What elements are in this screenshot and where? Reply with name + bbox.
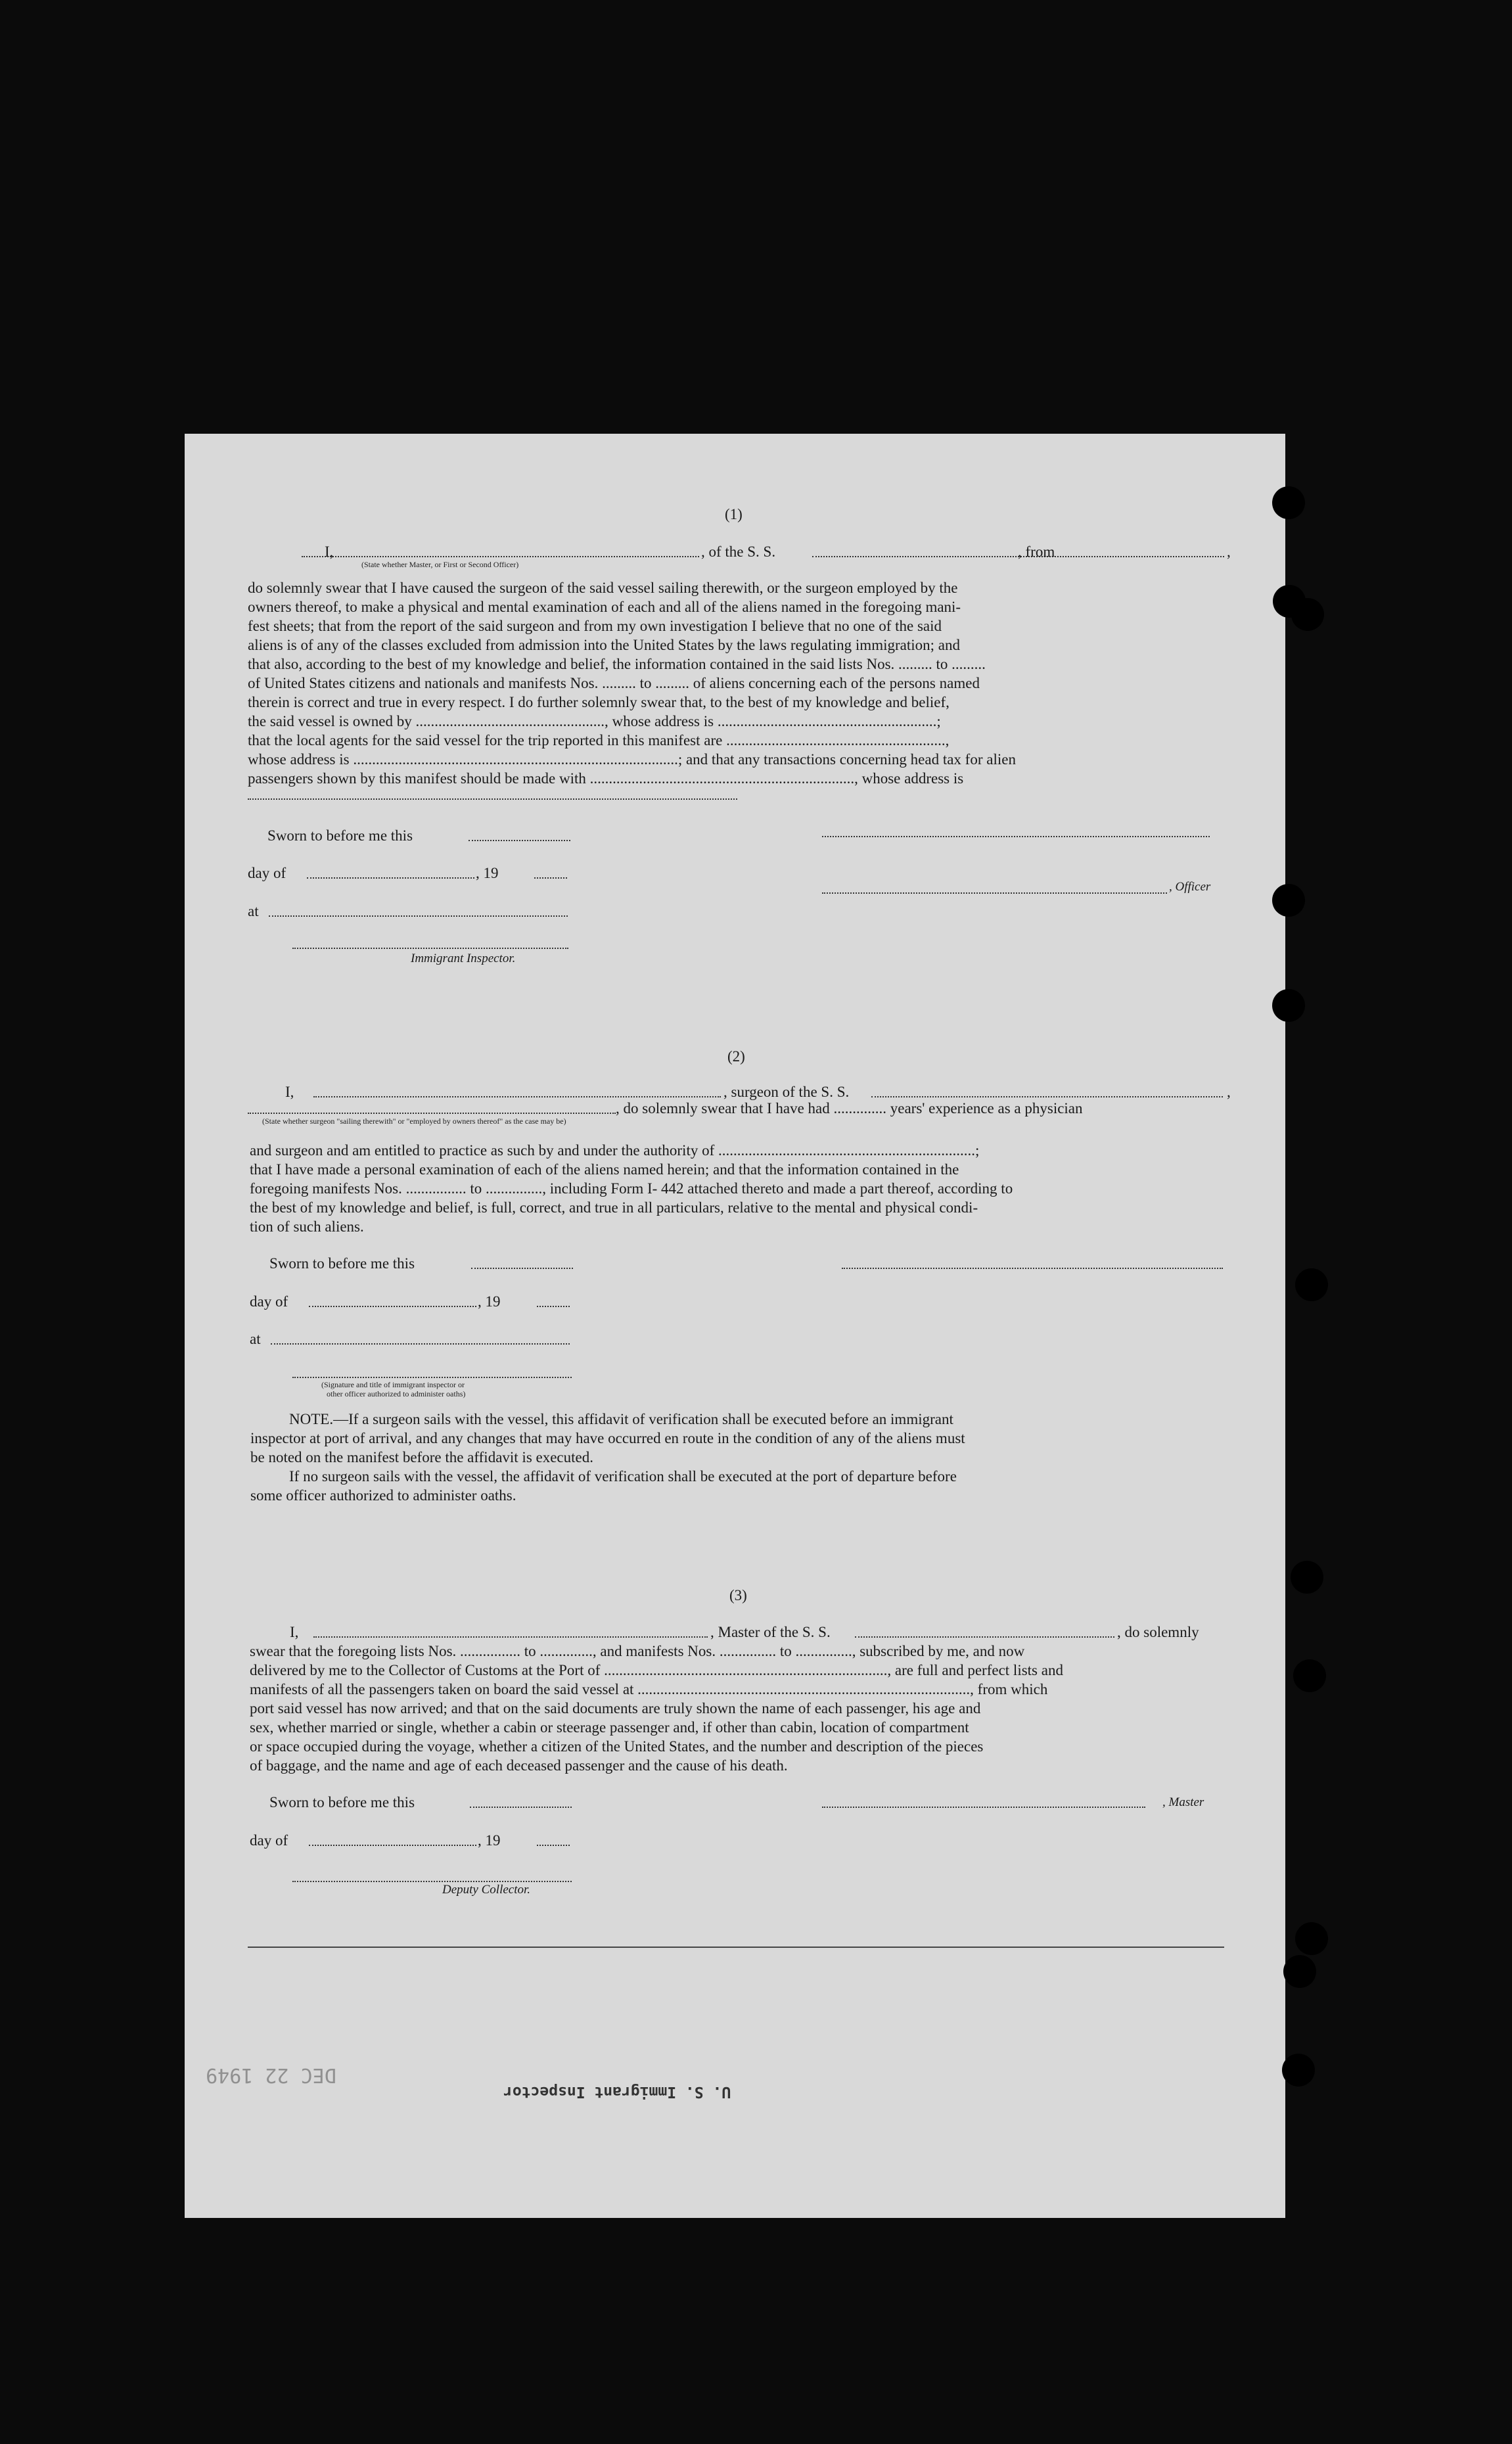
section-1-body-line: fest sheets; that from the report of the said surgeon and from my own investigation I believe that no one of the said xyxy=(248,618,942,634)
officer-signature-field-1[interactable] xyxy=(822,836,1210,837)
officer-signature-field-2[interactable] xyxy=(822,892,1167,894)
punch-hole xyxy=(1283,1955,1316,1988)
note-line: inspector at port of arrival, and any changes that may have occurred en route in the condition of any of the aliens must xyxy=(250,1430,965,1446)
note-line: some officer authorized to administer oaths. xyxy=(250,1487,516,1504)
section-1-body-line: do solemnly swear that I have caused the surgeon of the said vessel sailing therewith, or the surgeon employed by the xyxy=(248,580,958,596)
inspector-signature-field[interactable] xyxy=(292,948,568,949)
section-1-body-line: that the local agents for the said vessel for the trip reported in this manifest are .........................................................., xyxy=(248,732,950,749)
section-3-body-line: delivered by me to the Collector of Customs at the Port of ..........................................................................., are full and perfect lists and xyxy=(250,1662,1063,1678)
master-label: , Master xyxy=(1162,1795,1204,1809)
year-label: , 19 xyxy=(476,865,499,881)
place-field[interactable] xyxy=(271,1343,570,1345)
section-3-body-line: sex, whether married or single, whether a cabin or steerage passenger and, if other than cabin, location of compartment xyxy=(250,1719,969,1736)
month-field[interactable] xyxy=(307,877,474,879)
note-line: If no surgeon sails with the vessel, the affidavit of verification shall be executed at the port of departure before xyxy=(289,1468,957,1485)
section-3-number: (3) xyxy=(729,1587,747,1603)
year-field[interactable] xyxy=(537,1306,570,1307)
punch-hole xyxy=(1291,598,1324,631)
footer-rule xyxy=(248,1947,1224,1948)
punch-hole xyxy=(1293,1659,1326,1692)
master-name-field[interactable] xyxy=(313,1636,708,1638)
collector-signature-field[interactable] xyxy=(292,1881,572,1882)
sworn-date-field[interactable] xyxy=(471,1268,573,1269)
surgeon-status-field[interactable] xyxy=(248,1113,616,1114)
day-of-label: day of xyxy=(250,1293,288,1310)
head-tax-address-field[interactable] xyxy=(248,798,737,800)
sworn-label: Sworn to before me this xyxy=(269,1794,415,1810)
place-field[interactable] xyxy=(269,915,568,917)
section-3-body-line: swear that the foregoing lists Nos. ................ to .............., and manifests Nos. ............... to ..............., subscribed by me, and now xyxy=(250,1643,1025,1659)
section-2-surgeon-ss: , surgeon of the S. S. xyxy=(723,1084,850,1100)
sworn-signature-field[interactable] xyxy=(842,1268,1223,1269)
section-2-line2: , do solemnly swear that I have had .............. years' experience as a physician xyxy=(616,1100,1083,1117)
section-3-line1-end: , do solemnly xyxy=(1117,1624,1199,1640)
punch-hole xyxy=(1282,2054,1315,2087)
section-1-line1-end: , xyxy=(1227,543,1231,560)
section-1-body-line: aliens is of any of the classes excluded from admission into the United States by the laws regulating immigration; and xyxy=(248,637,960,653)
section-2-body-line: the best of my knowledge and belief, is full, correct, and true in all particulars, relative to the mental and physical condi- xyxy=(250,1199,978,1216)
section-1-number: (1) xyxy=(725,506,743,522)
day-of-label: day of xyxy=(248,865,286,881)
section-2-number: (2) xyxy=(727,1048,745,1065)
sworn-date-field[interactable] xyxy=(469,840,570,841)
month-field[interactable] xyxy=(309,1306,476,1307)
signature-note: other officer authorized to administer oaths) xyxy=(327,1389,466,1398)
punch-hole xyxy=(1295,1268,1328,1301)
section-2-line1-end: , xyxy=(1227,1084,1231,1100)
section-3-i: I, xyxy=(290,1624,299,1640)
section-2-i: I, xyxy=(285,1084,294,1100)
deputy-collector-label: Deputy Collector. xyxy=(442,1883,531,1897)
date-stamp: DEC 22 1949 xyxy=(206,2064,336,2087)
inspector-stamp: U. S. Immigrant Inspector xyxy=(503,2083,731,2100)
section-2-body-line: and surgeon and am entitled to practice as such by and under the authority of ....................................................................; xyxy=(250,1142,980,1159)
section-3-body-line: port said vessel has now arrived; and that on the said documents are truly shown the name of each passenger, his age and xyxy=(250,1700,981,1717)
master-vessel-field[interactable] xyxy=(855,1636,1114,1638)
punch-hole xyxy=(1272,884,1305,917)
punch-hole xyxy=(1272,989,1305,1022)
punch-hole xyxy=(1295,1922,1328,1955)
section-1-body-line: the said vessel is owned by .................................................., whose address is ..........................................................; xyxy=(248,713,941,729)
section-3-body-line: or space occupied during the voyage, whether a citizen of the United States, and the number and description of the pieces xyxy=(250,1738,984,1755)
section-3-body-line: manifests of all the passengers taken on board the said vessel at ........................................................................................, from which xyxy=(250,1681,1048,1697)
section-1-body-line: passengers shown by this manifest should be made with ......................................................................, whose address is xyxy=(248,770,964,787)
section-1-body-line: whose address is ......................................................................................; and that any transactions concerning head tax for alien xyxy=(248,751,1016,768)
section-2-body-line: foregoing manifests Nos. ................ to ..............., including Form I- 442 attached thereto and made a part thereof, according to xyxy=(250,1180,1013,1197)
surgeon-vessel-field[interactable] xyxy=(871,1096,1223,1097)
officer-label: , Officer xyxy=(1169,880,1211,894)
master-signature-field[interactable] xyxy=(822,1807,1145,1808)
section-1-of-ss: , of the S. S. xyxy=(701,543,776,560)
year-label: , 19 xyxy=(478,1832,501,1849)
surgeon-name-field[interactable] xyxy=(313,1096,721,1097)
surgeon-status-note: (State whether surgeon "sailing therewith" or "employed by owners thereof" as the case may be) xyxy=(262,1117,566,1126)
section-3-master-ss: , Master of the S. S. xyxy=(710,1624,831,1640)
section-1-i: I, xyxy=(325,543,334,560)
month-field[interactable] xyxy=(309,1845,476,1846)
punch-hole xyxy=(1272,486,1305,519)
note-line: NOTE.—If a surgeon sails with the vessel, this affidavit of verification shall be executed before an immigrant xyxy=(289,1411,953,1427)
officer-note: (State whether Master, or First or Second Officer) xyxy=(361,560,519,569)
section-2-body-line: that I have made a personal examination of each of the aliens named herein; and that the information contained in the xyxy=(250,1161,959,1178)
year-field[interactable] xyxy=(537,1845,570,1846)
sworn-date-field[interactable] xyxy=(470,1807,572,1808)
note-line: be noted on the manifest before the affidavit is executed. xyxy=(250,1449,593,1465)
section-2-body-line: tion of such aliens. xyxy=(250,1218,364,1235)
year-field[interactable] xyxy=(534,877,567,879)
manifest-form-page xyxy=(185,434,1285,2218)
year-label: , 19 xyxy=(478,1293,501,1310)
at-label: at xyxy=(250,1331,261,1347)
section-1-body-line: of United States citizens and nationals and manifests Nos. ......... to ......... of aliens concerning each of the persons named xyxy=(248,675,980,691)
immigrant-inspector-label: Immigrant Inspector. xyxy=(411,952,516,965)
section-3-body-line: of baggage, and the name and age of each deceased passenger and the cause of his death. xyxy=(250,1757,788,1774)
section-1-body-line: that also, according to the best of my knowledge and belief, the information contained in the said lists Nos. ......... to ......... xyxy=(248,656,986,672)
signature-note: (Signature and title of immigrant inspector or xyxy=(321,1380,465,1389)
section-1-body-line: owners thereof, to make a physical and mental examination of each and all of the aliens named in the foregoing mani- xyxy=(248,599,961,615)
inspector-signature-field[interactable] xyxy=(292,1377,572,1378)
sworn-label: Sworn to before me this xyxy=(269,1255,415,1272)
officer-name-field[interactable] xyxy=(302,556,699,557)
at-label: at xyxy=(248,903,259,919)
sworn-label: Sworn to before me this xyxy=(267,827,413,844)
day-of-label: day of xyxy=(250,1832,288,1849)
section-1-from: , from xyxy=(1018,543,1055,560)
section-1-body-line: therein is correct and true in every respect. I do further solemnly swear that, to the best of my knowledge and belief, xyxy=(248,694,950,710)
punch-hole xyxy=(1291,1561,1323,1594)
departure-port-field[interactable] xyxy=(1073,556,1224,557)
